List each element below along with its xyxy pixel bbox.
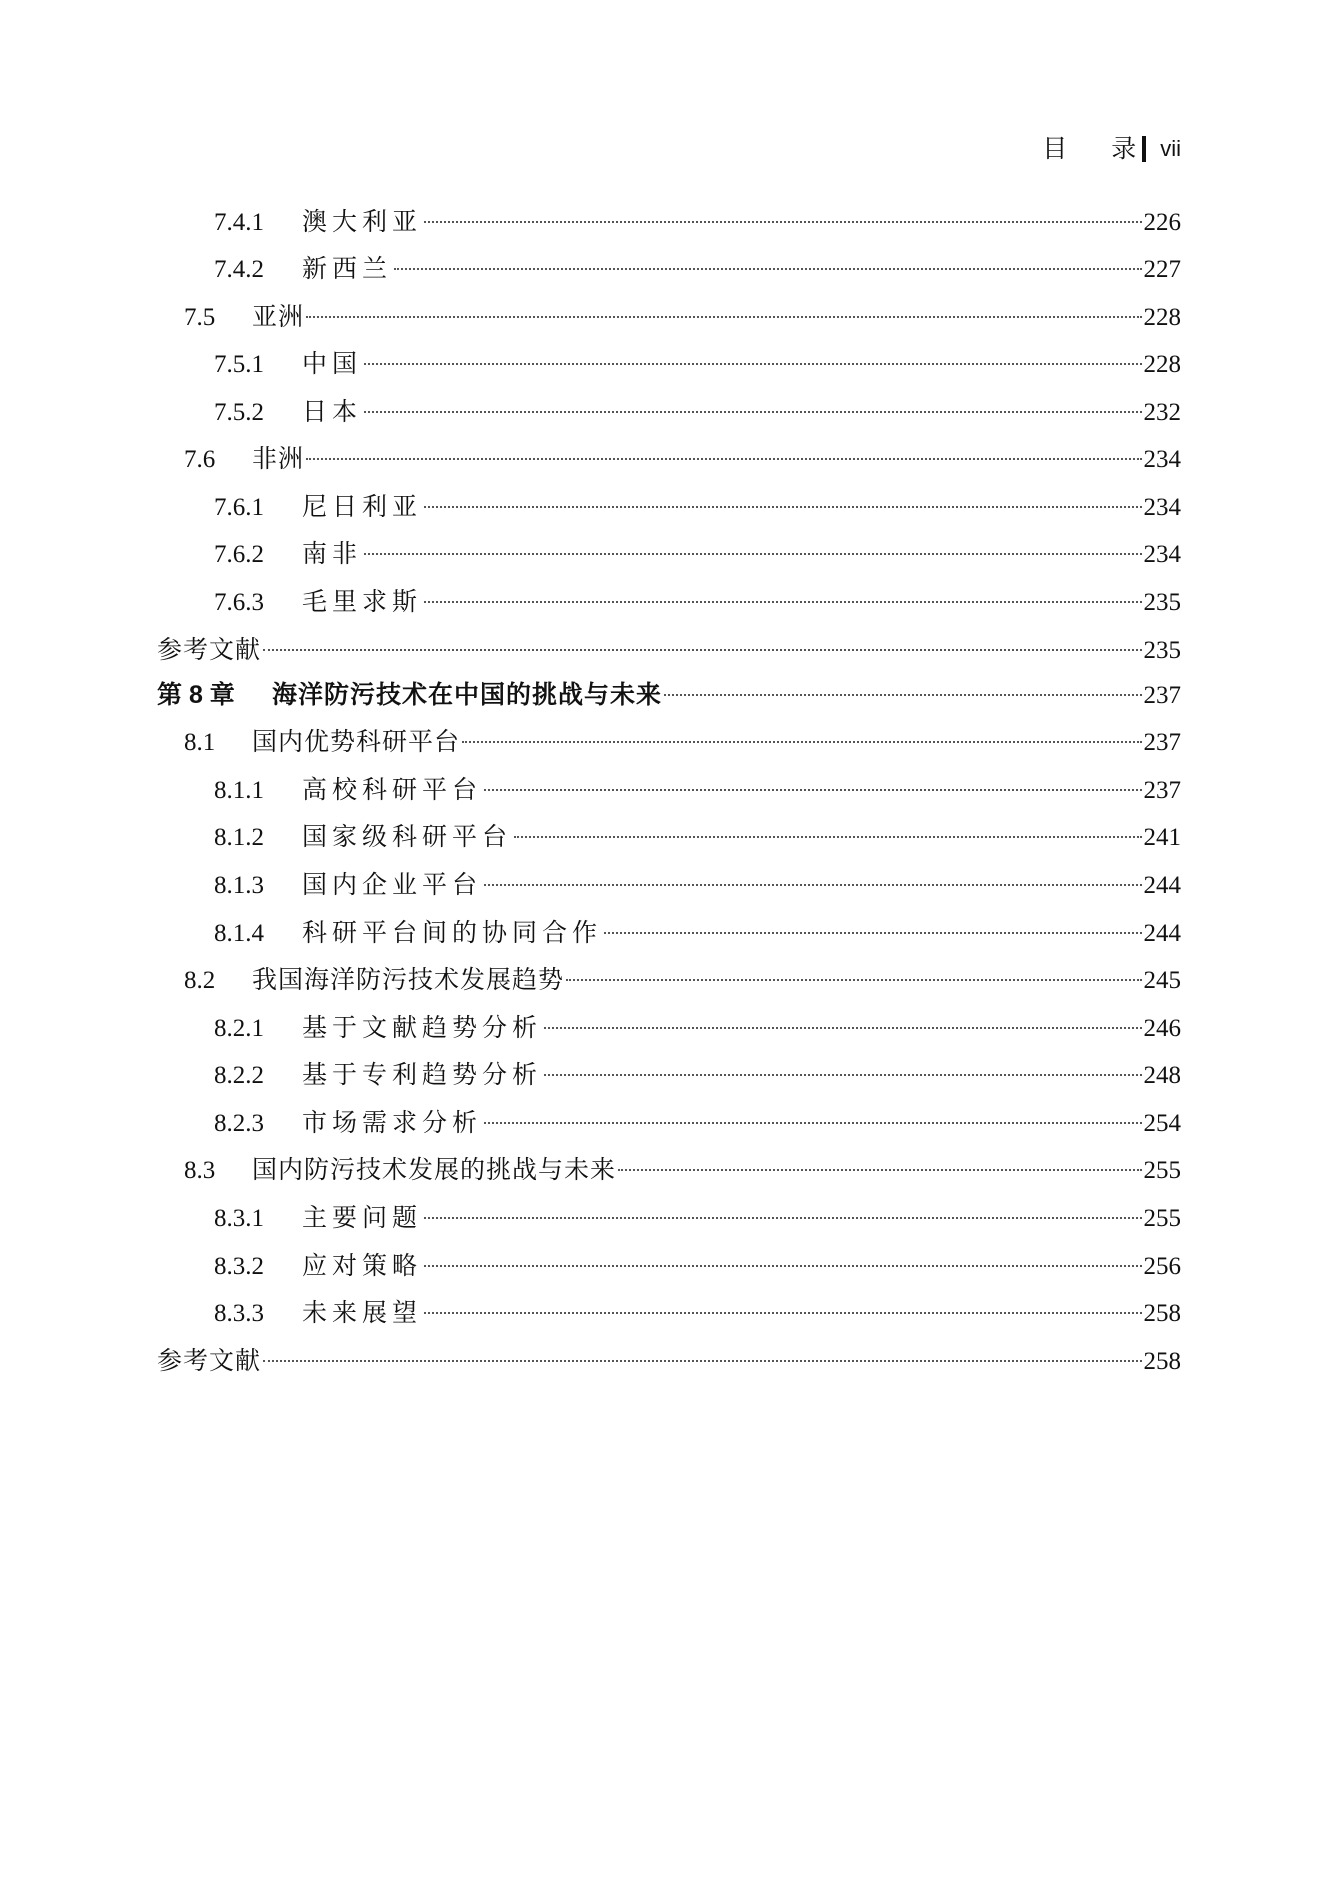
toc-entry [157, 1345, 1181, 1378]
header-title-part1: 目 [1042, 134, 1068, 163]
toc-entry-title: 基于专利趋势分析 [302, 1060, 543, 1089]
toc-entry-number: 7.6.1 [214, 494, 264, 521]
toc-entry-number: 7.5 [184, 304, 216, 331]
toc-entry-title: 国内企业平台 [302, 870, 483, 899]
toc-entry-title: 毛里求斯 [302, 587, 423, 616]
dot-leader [306, 458, 1141, 460]
toc-entry [214, 774, 1181, 807]
dot-leader [544, 1027, 1141, 1029]
dot-leader [604, 932, 1141, 934]
toc-entry-page: 235 [1143, 637, 1181, 664]
toc-entry-number: 8.3.1 [214, 1205, 264, 1232]
toc-entry [184, 301, 1181, 334]
toc-entry [214, 1250, 1181, 1283]
dot-leader [424, 221, 1141, 223]
toc-entry-title: 应对策略 [302, 1251, 423, 1280]
toc-entry-title: 尼日利亚 [302, 492, 423, 521]
toc-entry-title: 未来展望 [302, 1298, 423, 1327]
toc-entry [214, 1059, 1181, 1092]
toc-entry-title: 非洲 [252, 444, 305, 473]
dot-leader [566, 979, 1141, 981]
toc-entry-number: 8.2.3 [214, 1110, 264, 1137]
toc-entry-number: 8.2.2 [214, 1062, 264, 1089]
toc-entry-title: 国内防污技术发展的挑战与未来 [252, 1155, 617, 1184]
dot-leader [462, 741, 1141, 743]
toc-entry [214, 869, 1181, 902]
toc-entry [214, 206, 1181, 239]
dot-leader [424, 601, 1141, 603]
toc-entry [184, 964, 1181, 997]
toc-entry [214, 253, 1181, 286]
toc-entry-page: 248 [1143, 1062, 1181, 1089]
toc-entry-page: 256 [1143, 1253, 1181, 1280]
toc-entry-number: 8.1.3 [214, 872, 264, 899]
toc-entry-number: 8.3.3 [214, 1300, 264, 1327]
toc-entry-title: 国家级科研平台 [302, 822, 513, 851]
toc-entry-page: 228 [1143, 304, 1181, 331]
toc-entry-page: 237 [1143, 729, 1181, 756]
toc-entry-page: 255 [1143, 1157, 1181, 1184]
toc-entry-number: 7.5.1 [214, 351, 264, 378]
dot-leader [263, 1360, 1141, 1362]
toc-entry-number: 8.1.4 [214, 920, 264, 947]
dot-leader [484, 1122, 1141, 1124]
toc-entry [214, 821, 1181, 854]
toc-entry-number: 8.2 [184, 967, 216, 994]
toc-entry-title: 南非 [302, 539, 363, 568]
dot-leader [263, 649, 1141, 651]
dot-leader [664, 694, 1141, 696]
toc-entry-title: 澳大利亚 [302, 207, 423, 236]
dot-leader [514, 836, 1141, 838]
toc-entry-number: 8.3 [184, 1157, 216, 1184]
toc-entry-page: 244 [1143, 872, 1181, 899]
toc-entry [157, 634, 1181, 667]
toc-entry-number: 7.6.3 [214, 589, 264, 616]
toc-entry [214, 1107, 1181, 1140]
toc-entry-page: 241 [1143, 824, 1181, 851]
toc-entry-page: 227 [1143, 256, 1181, 283]
toc-entry-title: 中国 [302, 349, 363, 378]
toc-entry-page: 234 [1143, 446, 1181, 473]
toc-entry-title: 亚洲 [252, 302, 305, 331]
toc-entry [214, 538, 1181, 571]
dot-leader [364, 363, 1141, 365]
toc-entry [184, 443, 1181, 476]
toc-entry [214, 1202, 1181, 1235]
toc-entry [214, 1012, 1181, 1045]
dot-leader [424, 1265, 1141, 1267]
toc-entry [184, 726, 1181, 759]
toc-entry-page: 226 [1143, 209, 1181, 236]
toc-entry-title: 科研平台间的协同合作 [302, 918, 603, 947]
dot-leader [424, 506, 1141, 508]
toc-entry-number: 8.1.1 [214, 777, 264, 804]
toc-entry-number: 7.5.2 [214, 399, 264, 426]
toc-entry-page: 234 [1143, 494, 1181, 521]
toc-entry-title: 参考文献 [157, 1346, 262, 1375]
toc-entry [184, 1154, 1181, 1187]
toc-entry-page: 258 [1143, 1348, 1181, 1375]
dot-leader [424, 1312, 1141, 1314]
toc-entry-title: 参考文献 [157, 635, 262, 664]
dot-leader [484, 884, 1141, 886]
toc-entry-title: 新西兰 [302, 254, 393, 283]
toc-entry-number: 8.2.1 [214, 1015, 264, 1042]
toc-entry-page: 245 [1143, 967, 1181, 994]
toc-entry [214, 491, 1181, 524]
toc-entry-page: 237 [1143, 682, 1181, 709]
toc-entry [214, 348, 1181, 381]
toc-entry-number: 8.1 [184, 729, 216, 756]
toc-entry-page: 258 [1143, 1300, 1181, 1327]
toc-entry-page: 234 [1143, 541, 1181, 568]
toc-entry-number: 7.6 [184, 446, 216, 473]
header-title-part2: 录 [1111, 134, 1137, 163]
toc-entry-page: 246 [1143, 1015, 1181, 1042]
toc-entry-page: 232 [1143, 399, 1181, 426]
toc-entry-page: 235 [1143, 589, 1181, 616]
toc-entry-title: 高校科研平台 [302, 775, 483, 804]
toc-entry-title: 国内优势科研平台 [252, 727, 461, 756]
toc-entry-title: 市场需求分析 [302, 1108, 483, 1137]
toc-entry [214, 917, 1181, 950]
toc-entry-title: 我国海洋防污技术发展趋势 [252, 965, 565, 994]
header-page-number: vii [1160, 136, 1181, 161]
dot-leader [364, 553, 1141, 555]
toc-entry-page: 237 [1143, 777, 1181, 804]
dot-leader [364, 411, 1141, 413]
toc-entry-page: 254 [1143, 1110, 1181, 1137]
toc-entry [214, 586, 1181, 619]
toc-entry-number: 第 8 章 [157, 681, 235, 709]
toc-entry-page: 228 [1143, 351, 1181, 378]
header-divider [1142, 136, 1146, 162]
toc-entry-title: 基于文献趋势分析 [302, 1013, 543, 1042]
dot-leader [484, 789, 1141, 791]
toc-entry-number: 7.6.2 [214, 541, 264, 568]
toc-entry [214, 396, 1181, 429]
running-header [1042, 134, 1181, 164]
toc-entry-page: 255 [1143, 1205, 1181, 1232]
toc-entry-number: 7.4.2 [214, 256, 264, 283]
toc-entry [157, 679, 1181, 712]
dot-leader [424, 1217, 1141, 1219]
toc-entry [214, 1297, 1181, 1330]
toc-entry-title: 日本 [302, 397, 363, 426]
toc-entry-number: 7.4.1 [214, 209, 264, 236]
toc-entry-number: 8.3.2 [214, 1253, 264, 1280]
dot-leader [306, 316, 1141, 318]
dot-leader [544, 1074, 1141, 1076]
toc-entry-page: 244 [1143, 920, 1181, 947]
dot-leader [618, 1169, 1141, 1171]
toc-entry-number: 8.1.2 [214, 824, 264, 851]
toc-entry-title: 主要问题 [302, 1203, 423, 1232]
dot-leader [394, 268, 1141, 270]
toc-entry-title: 海洋防污技术在中国的挑战与未来 [272, 680, 663, 709]
